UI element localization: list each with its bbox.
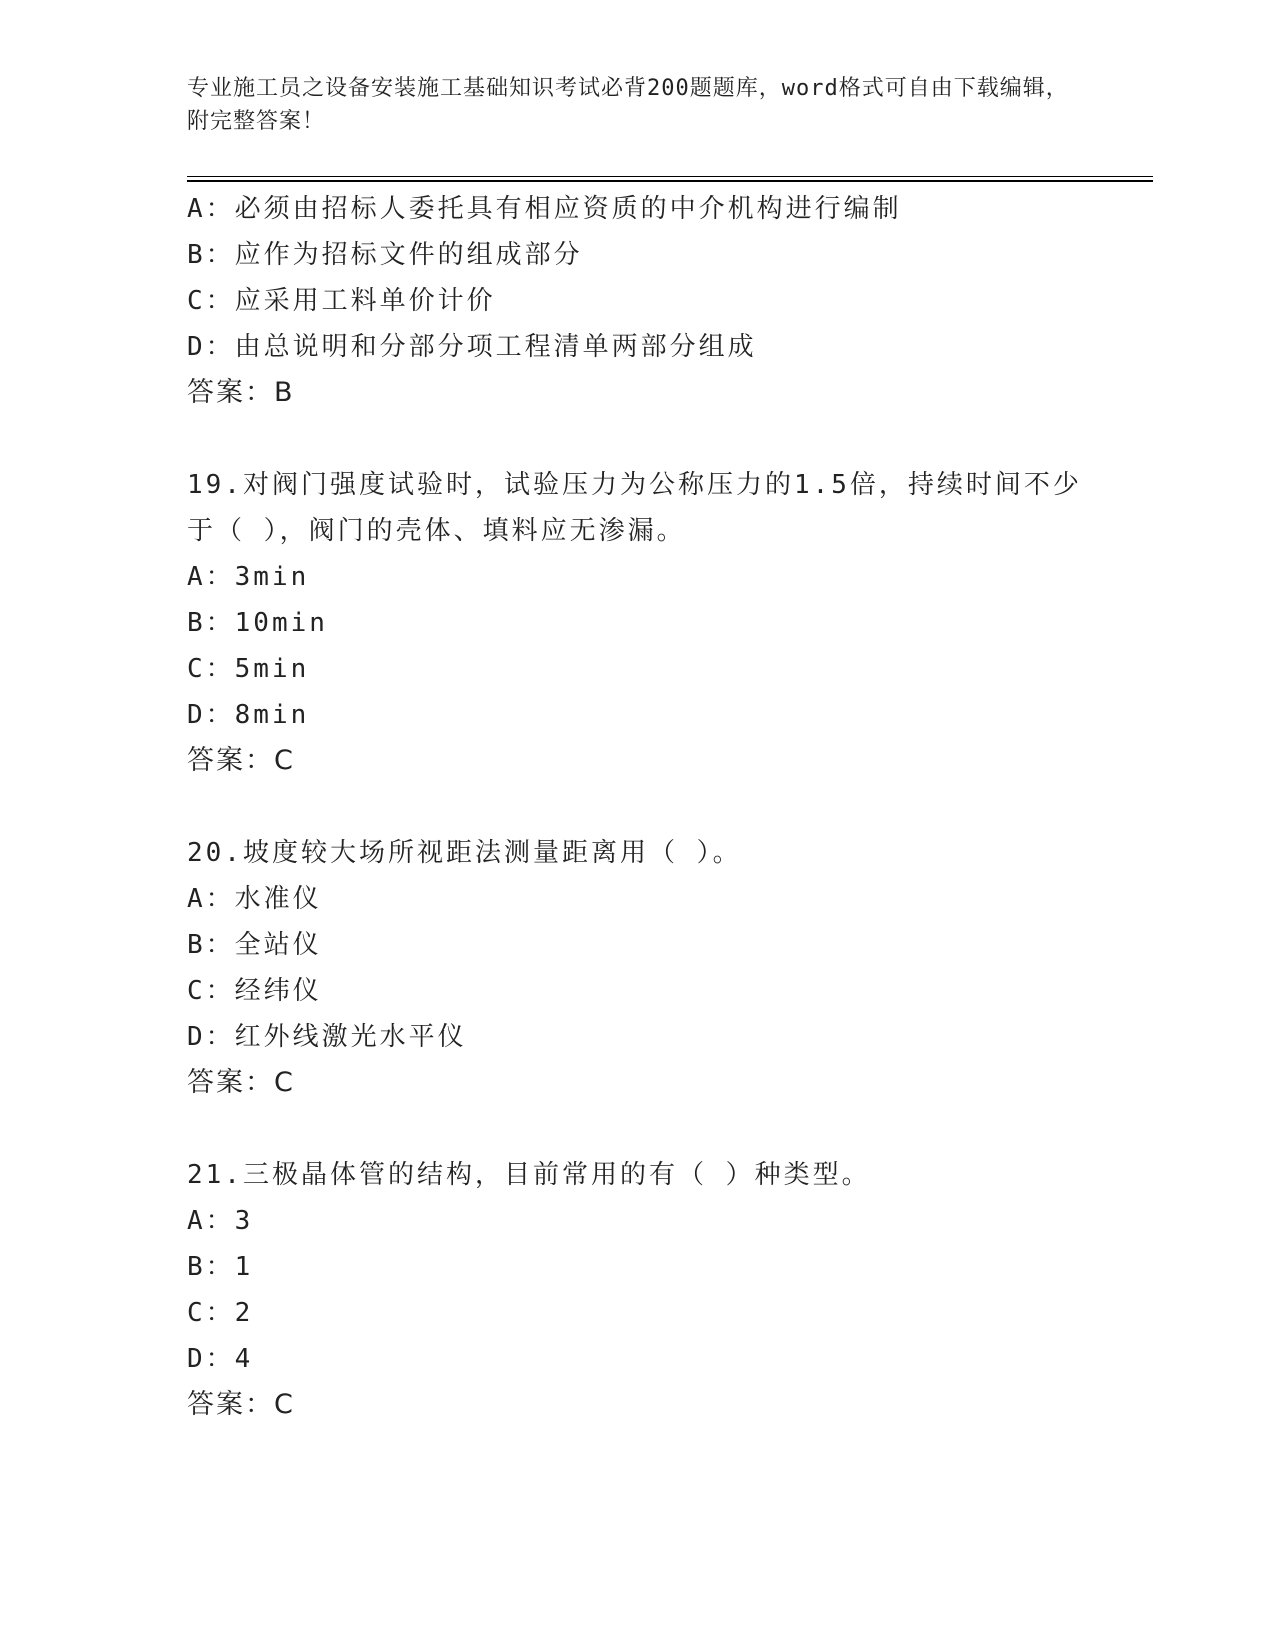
spacer — [187, 416, 1153, 462]
question-list — [187, 186, 1153, 1428]
option-d: D：红外线激光水平仪 — [187, 1022, 467, 1052]
option-d: D：4 — [187, 1344, 254, 1374]
option-c: C：应采用工料单价计价 — [187, 286, 496, 316]
question-19 — [187, 462, 1153, 784]
question-stem: 19.对阀门强度试验时，试验压力为公称压力的1.5倍，持续时间不少于（ ），阀门的壳体、填料应无渗漏。 — [187, 470, 1082, 546]
option-b: B：全站仪 — [187, 930, 322, 960]
answer-label: 答案：C — [187, 1389, 295, 1420]
document-header: 专业施工员之设备安装施工基础知识考试必背200题题库，word格式可自由下载编辑，附完整答案！ — [187, 76, 1069, 134]
option-a: A：3min — [187, 562, 310, 592]
spacer — [187, 1106, 1153, 1152]
option-d: D：8min — [187, 700, 310, 730]
header-rule-thick — [187, 180, 1153, 182]
question-20 — [187, 830, 1153, 1106]
option-a: A：水准仪 — [187, 884, 322, 914]
answer-label: 答案：C — [187, 1067, 295, 1098]
answer-label: 答案：C — [187, 745, 295, 776]
option-b: B：应作为招标文件的组成部分 — [187, 240, 583, 270]
option-b: B：1 — [187, 1252, 254, 1282]
question-18-continued — [187, 186, 1153, 416]
option-a: A：必须由招标人委托具有相应资质的中介机构进行编制 — [187, 194, 902, 224]
option-c: C：2 — [187, 1298, 254, 1328]
answer-label: 答案：B — [187, 377, 295, 408]
option-b: B：10min — [187, 608, 328, 638]
question-stem: 20.坡度较大场所视距法测量距离用（ ）。 — [187, 838, 742, 868]
question-stem: 21.三极晶体管的结构，目前常用的有（ ）种类型。 — [187, 1160, 871, 1190]
option-a: A：3 — [187, 1206, 254, 1236]
header-rule-thin — [187, 176, 1153, 177]
option-c: C：5min — [187, 654, 310, 684]
question-21 — [187, 1152, 1153, 1428]
spacer — [187, 784, 1153, 830]
option-d: D：由总说明和分部分项工程清单两部分组成 — [187, 332, 757, 362]
option-c: C：经纬仪 — [187, 976, 322, 1006]
